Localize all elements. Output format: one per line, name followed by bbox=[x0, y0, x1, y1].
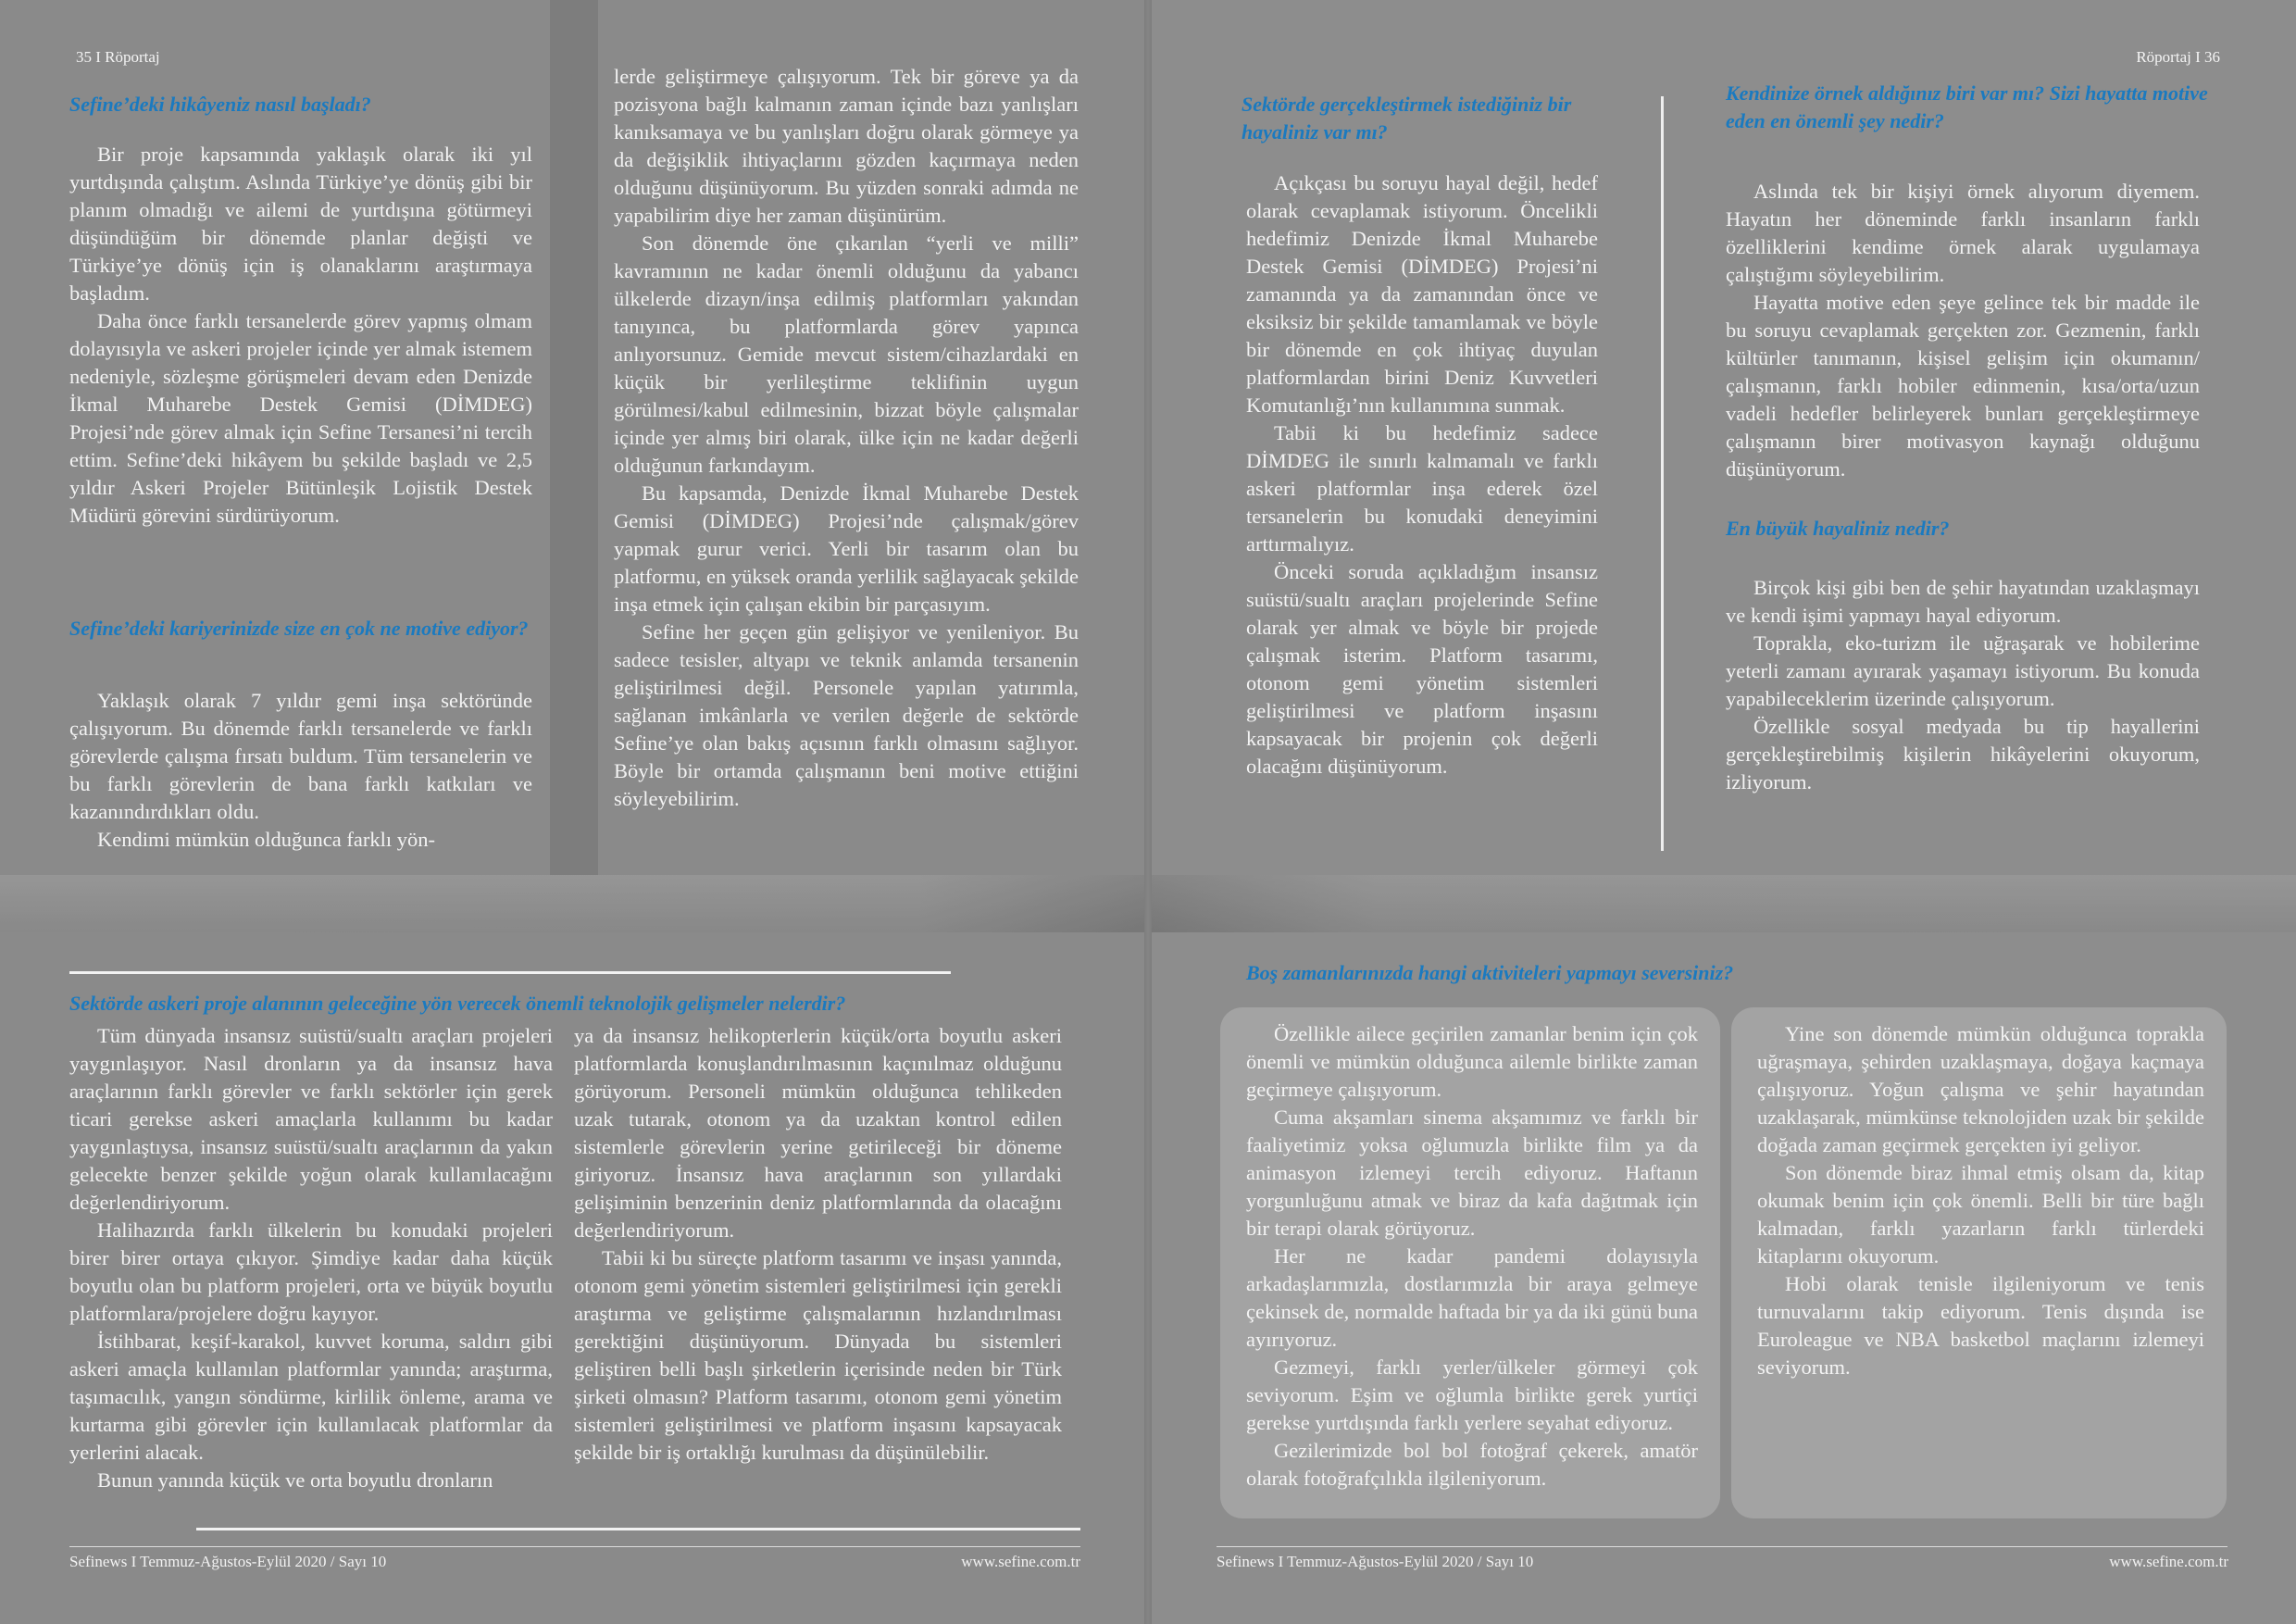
question-heading-7: Boş zamanlarınızda hangi aktiviteleri yapmayı seversiniz? bbox=[1246, 961, 1734, 984]
paragraph: Toprakla, eko-turizm ile uğraşarak ve hobilerime yeterli zamanı ayırarak yaşamayı istiyorum. Bu konuda yapabileceklerim üzerinde çalışıyorum. bbox=[1726, 631, 2200, 710]
answer-column-7 bbox=[1726, 178, 2200, 483]
footer-rule-right bbox=[1217, 1546, 2227, 1547]
paragraph: Gezilerimizde bol bol fotoğraf çekerek, amatör olarak fotoğrafçılıkla ilgileniyorum. bbox=[1246, 1439, 1698, 1490]
page-header-right: Röportaj I 36 bbox=[2136, 48, 2220, 66]
section-rule-bottom bbox=[196, 1528, 1080, 1530]
paragraph: Tabii ki bu süreçte platform tasarımı ve inşası yanında, otonom gemi yönetim sistemleri geliştirilmesi için gerekli araştırma ve geliştirme çalışmalarının hızlandırılması gerektiğini düşünüyorum. Dünyada bu sistemleri geliştiren belli başlı şirketlerin içerisinde neden bir Türk şirketi olmasın? Platform tasarımı, otonom gemi yönetim sistemleri geliştirilmesi ve platform inşasını kapsayacak şekilde bir iş ortaklığı kurulması da düşünülebilir. bbox=[574, 1246, 1062, 1464]
answer-column-4 bbox=[69, 1022, 553, 1494]
paragraph: lerde geliştirmeye çalışıyorum. Tek bir göreve ya da pozisyona bağlı kalmanın zaman içinde bazı yanlışları kanıksamaya ve bu yanlışları doğru olarak görmeye ya da değişiklik ihtiyaçlarını gözden kaçırmaya neden olduğunu düşünüyorum. Bu yüzden sonraki adımda ne yapabilirim diye her zaman düşünürüm. bbox=[614, 65, 1079, 227]
paragraph: Halihazırda farklı ülkelerin bu konudaki projeleri birer birer ortaya çıkıyor. Şimdiye kadar daha küçük boyutlu olan bu platform projeleri, orta ve büyük boyutlu platformlara/projelere doğru kayıyor. bbox=[69, 1218, 553, 1325]
paragraph: Son dönemde öne çıkarılan “yerli ve milli” kavramının ne kadar önemli olduğunu da yabancı ülkelerde dizayn/inşa edilmiş platformları yakından tanıyınca, bu platformlarda görev yapınca anlıyorsunuz. Gemide mevcut sistem/cihazlardaki en küçük bir yerlileştirme teklifinin uygun görülmesi/kabul edilmesinin, bizzat böyle çalışmalar içinde yer almış biri olarak, ülke için ne kadar değerli olduğunun farkındayım. bbox=[614, 231, 1079, 477]
paragraph: Bir proje kapsamında yaklaşık olarak iki yıl yurtdışında çalıştım. Aslında Türkiye’ye dönüş gibi bir planım olmadığı ve ailemi de yurtdışına götürmeyi düşündüğüm bir dönemde planlar değişti ve Türkiye’ye dönüş için iş olanaklarını araştırmaya başladım. bbox=[69, 143, 532, 305]
paragraph: Aslında tek bir kişiyi örnek alıyorum diyemem. Hayatın her döneminde farklı insanların farklı özelliklerini kendime örnek alarak uygulamaya çalıştığımı söyleyebilirim. bbox=[1726, 180, 2200, 286]
section-rule-top bbox=[69, 971, 951, 974]
footer-rule-left bbox=[69, 1546, 1080, 1547]
paragraph: Gezmeyi, farklı yerler/ülkeler görmeyi çok seviyorum. Eşim ve oğlumla birlikte gerek yurtiçi gerekse yurtdışında farklı yerlere seyahat ediyoruz. bbox=[1246, 1355, 1698, 1434]
question-heading-6: En büyük hayaliniz nedir? bbox=[1726, 517, 1950, 540]
paragraph: Önceki soruda açıkladığım insansız suüstü/sualtı araçları projelerinde Sefine olarak yer almak ve böyle bir projede çalışmak isterim. Platform tasarımı, otonom gemi yönetim sistemleri geliştirilmesi ve platform inşasını kapsayacak bir projenin çok değerli olacağını düşünüyorum. bbox=[1246, 560, 1598, 778]
paragraph: Bu kapsamda, Denizde İkmal Muharebe Destek Gemisi (DİMDEG) Projesi’nde çalışmak/görev yapmak gurur verici. Yerli bir tasarım olan bu platformu, en yüksek oranda yerlilik sağlayacak şekilde inşa etmek için çalışan ekibin bir parçasıyım. bbox=[614, 481, 1079, 616]
footer-issue-right: Sefinews I Temmuz-Ağustos-Eylül 2020 / Sayı 10 bbox=[1217, 1553, 1534, 1570]
question-heading-4: Sektörde gerçekleştirmek istediğiniz bir hayaliniz var mı? bbox=[1242, 93, 1572, 144]
paragraph: Açıkçası bu soruyu hayal değil, hedef olarak cevaplamak istiyorum. Öncelikli hedefimiz Denizde İkmal Muharebe Destek Gemisi (DİMDEG) Projesi’ni zamanında ya da zamanından önce ve eksiksiz bir şekilde tamamlamak ve böyle bir dönemde en çok ihtiyaç duyulan platformlardan birini Deniz Kuvvetleri Komutanlığı’nın kullanımına sunmak. bbox=[1246, 171, 1598, 417]
activity-box-left bbox=[1220, 1007, 1720, 1518]
paragraph: Tabii ki bu hedefimiz sadece DİMDEG ile sınırlı kalmamalı ve farklı askeri platformlar inşa ederek özel tersanelerin bu konudaki deneyimini arttırmalıyız. bbox=[1246, 421, 1598, 556]
paragraph: Her ne kadar pandemi dolayısıyla arkadaşlarımızla, dostlarımızla bir araya gelmeye çekinsek de, normalde haftada bir ya da iki günü buna ayırıyoruz. bbox=[1246, 1244, 1698, 1351]
paragraph: Bunun yanında küçük ve orta boyutlu dronların bbox=[97, 1468, 493, 1492]
paragraph: Cuma akşamları sinema akşamımız ve farklı bir faaliyetimiz yoksa oğlumuzla birlikte film ya da animasyon izlemeyi tercih ediyoruz. Haftanın yorgunluğunu atmak ve biraz da kafa dağıtmak için bir terapi olarak görüyoruz. bbox=[1246, 1106, 1698, 1240]
question-heading-1: Sefine’deki hikâyeniz nasıl başladı? bbox=[69, 93, 371, 116]
paragraph: Hayatta motive eden şeye gelince tek bir madde ile bu soruyu cevaplamak gerçekten zor. Gezmenin, farklı kültürler tanımanın, kişisel gelişim için okumanın/çalışmanın, farklı hobiler edinmenin, kısa/orta/uzun vadeli hedefler belirleyerek bunları gerçekleştirmeye çalışmanın birer motivasyon kaynağı olduğunu düşünüyorum. bbox=[1726, 291, 2200, 481]
paragraph: Tüm dünyada insansız suüstü/sualtı araçları projeleri yaygınlaşıyor. Nasıl dronların ya da insansız hava araçlarının farklı görevler ve farklı sektörler için gerek ticari gerekse askeri amaçlarla kullanımı bu kadar yaygınlaştıysa, insansız suüstü/sualtı araçlarının da yakın gelecekte benzer şekilde yoğun olarak kullanılacağını değerlendiriyorum. bbox=[69, 1024, 553, 1214]
paragraph: Hobi olarak tenisle ilgileniyorum ve tenis turnuvalarını takip ediyorum. Tenis dışında ise Euroleague ve NBA basketbol maçlarını izlemeyi seviyorum. bbox=[1757, 1272, 2204, 1379]
question-heading-5: Kendinize örnek aldığınız biri var mı? Sizi hayatta motive eden en önemli şey nedir? bbox=[1726, 81, 2208, 132]
paragraph: Yine son dönemde mümkün olduğunca toprakla uğraşmaya, şehirden uzaklaşmaya, doğaya kaçmaya çalışıyoruz. Yoğun çalışma ve şehir hayatından uzaklaşarak, mümkünse teknolojiden uzak bir şekilde doğada zaman geçirmek gerçekten iyi geliyor. bbox=[1757, 1022, 2204, 1156]
footer-issue-left: Sefinews I Temmuz-Ağustos-Eylül 2020 / Sayı 10 bbox=[69, 1553, 387, 1570]
question-heading-3: Sektörde askeri proje alanının geleceğine yön verecek önemli teknolojik gelişmeler nelerdir? bbox=[69, 992, 846, 1015]
paragraph: Birçok kişi gibi ben de şehir hayatından uzaklaşmayı ve kendi işimi yapmayı hayal ediyorum. bbox=[1726, 576, 2200, 627]
answer-column-3 bbox=[614, 63, 1079, 813]
paragraph: Son dönemde biraz ihmal etmiş olsam da, kitap okumak benim için çok önemli. Belli bir türe bağlı kalmadan, farklı yazarların farklı türlerdeki kitaplarını okuyorum. bbox=[1757, 1161, 2204, 1268]
column-divider bbox=[1661, 96, 1664, 851]
column-shadow bbox=[550, 0, 598, 875]
paragraph: ya da insansız helikopterlerin küçük/orta boyutlu askeri platformlarda konuşlandırılmasının kaçınılmaz olduğunu görüyorum. Personeli mümkün olduğunca tehlikeden uzak tutarak, otonom ya da uzaktan kontrol edilen sistemlerle görevlerin yerine getirileceği bir döneme giriyoruz. İnsansız hava araçlarının son yıllardaki gelişiminin benzerinin deniz platformlarında da olacağını değerlendiriyorum. bbox=[574, 1024, 1062, 1242]
paragraph: Özellikle sosyal medyada bu tip hayallerini gerçekleştirebilmiş kişilerin hikâyelerini okuyorum, izliyorum. bbox=[1726, 715, 2200, 793]
answer-column-8 bbox=[1726, 574, 2200, 796]
paragraph: Yaklaşık olarak 7 yıldır gemi inşa sektöründe çalışıyorum. Bu dönemde farklı tersanelerde ve farklı görevlerde çalışma fırsatı buldum. Tüm tersanelerin ve bu farklı görevlerin de bana farklı katkıları ve kazanındırdıkları oldu. bbox=[69, 689, 532, 823]
answer-column-1 bbox=[69, 141, 532, 530]
paragraph: Sefine her geçen gün gelişiyor ve yenileniyor. Bu sadece tesisler, altyapı ve teknik anlamda tersanenin geliştirilmesi değil. Personele yapılan yatırımla, sağlanan imkânlarla ve verilen değerle de sektörde Sefine’ye olan bakış açısının farklı olmasını sağlıyor. Böyle bir ortamda çalışmanın beni motive ettiğini söyleyebilirim. bbox=[614, 620, 1079, 810]
book-spine bbox=[1144, 0, 1152, 1624]
footer-website-right: www.sefine.com.tr bbox=[2109, 1553, 2228, 1570]
paragraph: Kendimi mümkün olduğunca farklı yön- bbox=[97, 828, 435, 851]
paragraph: İstihbarat, keşif-karakol, kuvvet koruma, saldırı gibi askeri amaçla kullanılan platformlar yanında; araştırma, taşımacılık, yangın söndürme, kirlilik önleme, arama ve kurtarma gibi görevler için kullanılacak platformlar da yerlerini alacak. bbox=[69, 1330, 553, 1464]
question-heading-2: Sefine’deki kariyerinizde size en çok ne motive ediyor? bbox=[69, 617, 529, 640]
paragraph: Daha önce farklı tersanelerde görev yapmış olmam dolayısıyla ve askeri projeler içinde yer almak istemem nedeniyle, sözleşme görüşmeleri devam eden Denizde İkmal Muharebe Destek Gemisi (DİMDEG) Projesi’nde görev almak için Sefine Tersanesi’ni tercih ettim. Sefine’deki hikâyem bu şekilde başladı ve 2,5 yıldır Askeri Projeler Bütünleşik Lojistik Destek Müdürü görevini sürdürüyorum. bbox=[69, 309, 532, 527]
activity-box-right bbox=[1731, 1007, 2227, 1518]
answer-column-2 bbox=[69, 687, 532, 854]
paragraph: Özellikle ailece geçirilen zamanlar benim için çok önemli ve mümkün olduğunca ailemle birlikte zaman geçirmeye çalışıyorum. bbox=[1246, 1022, 1698, 1101]
footer-website-left: www.sefine.com.tr bbox=[961, 1553, 1080, 1570]
answer-column-5 bbox=[574, 1022, 1062, 1467]
answer-column-6 bbox=[1246, 169, 1598, 781]
page-header-left: 35 I Röportaj bbox=[76, 48, 160, 66]
